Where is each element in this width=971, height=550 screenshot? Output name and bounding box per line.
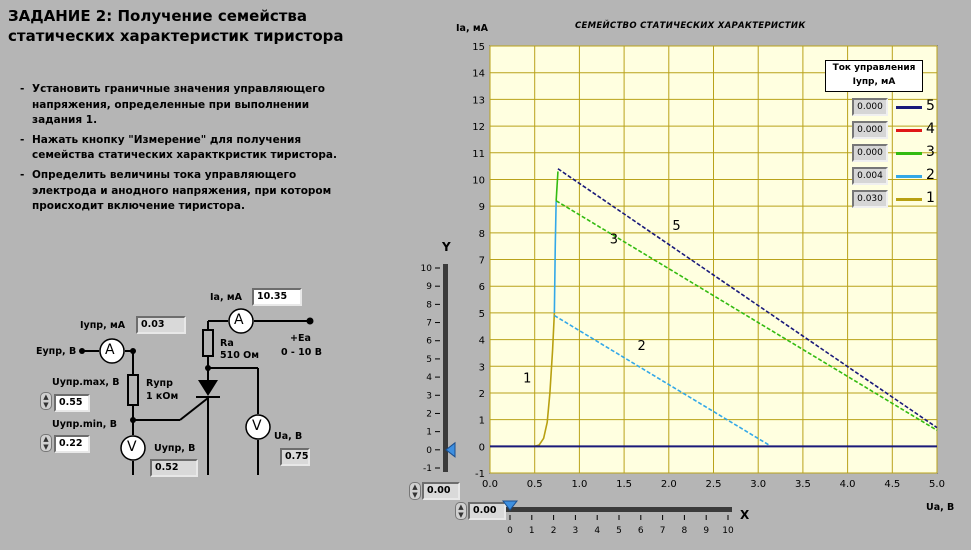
x-slider-tick-label: 3 <box>572 526 579 536</box>
uupr-min-spinner[interactable]: ▲ ▼ <box>40 434 52 452</box>
legend-label: 4 <box>926 121 935 137</box>
instruction-item: - Установить граничные значения управляющего напряжения, определенные при выполнении задания 1. <box>20 82 350 129</box>
y-tick-label: 10 <box>472 175 485 187</box>
legend-current-value: 0.004 <box>852 167 888 185</box>
x-tick-label: 5.0 <box>929 479 945 490</box>
curve-annotation: 3 <box>609 232 619 248</box>
x-slider-tick-label: 9 <box>703 526 710 536</box>
y-tick-label: 0 <box>478 442 485 454</box>
x-value-spinner[interactable]: ▲ ▼ <box>455 502 467 520</box>
y-tick-label: 11 <box>472 148 485 160</box>
x-tick-label: 4.5 <box>884 479 901 490</box>
x-axis-title: Ua, В <box>926 502 955 513</box>
uupr-max-input[interactable]: 0.55 <box>54 394 90 412</box>
y-slider-tick-label: 2 <box>426 409 432 420</box>
ra-label: Ra <box>220 338 234 349</box>
y-tick-label: 9 <box>478 202 485 214</box>
y-slider-track <box>443 264 448 472</box>
x-slider-tick-label: 8 <box>681 526 688 536</box>
circuit-diagram <box>0 270 420 510</box>
x-slider-tick-label: 0 <box>507 526 513 536</box>
title-line-1: ЗАДАНИЕ 2: Получение семейства <box>8 7 308 25</box>
legend-title <box>825 60 923 92</box>
legend-item <box>852 190 952 210</box>
y-slider-tick-label: 4 <box>426 373 432 384</box>
chart-title: СЕМЕЙСТВО СТАТИЧЕСКИХ ХАРАКТЕРИСТИК <box>575 21 806 31</box>
title-line-2: статических характеристик тиристора <box>8 27 344 45</box>
ammeter-anode-symbol: A <box>234 312 244 328</box>
y-tick-label: 5 <box>478 308 485 320</box>
x-slider-tick-label: 10 <box>722 526 734 536</box>
ea-label: +Ea <box>290 333 311 344</box>
legend-current-value: 0.000 <box>852 121 888 139</box>
y-tick-label: 2 <box>478 388 485 400</box>
ia-indicator: 10.35 <box>252 288 302 306</box>
curve-annotation: 5 <box>672 219 681 235</box>
legend-label: 3 <box>926 144 935 160</box>
x-slider-label: X <box>740 508 750 522</box>
x-tick-label: 2.0 <box>660 479 677 490</box>
x-value-input[interactable]: 0.00 <box>468 502 506 520</box>
legend-swatch <box>896 106 922 109</box>
ua-circuit-label: Ua, В <box>274 431 303 442</box>
x-tick-label: 3.5 <box>794 479 811 490</box>
x-slider-tick-label: 4 <box>594 526 601 536</box>
ra-value: 510 Ом <box>220 350 259 361</box>
y-axis-title: Ia, мА <box>456 23 488 34</box>
y-slider-tick-label: 9 <box>426 282 432 293</box>
rupr-label: Rупр <box>146 378 173 389</box>
legend-title-line-2: Iупр, мА <box>852 77 896 87</box>
legend-swatch <box>896 129 922 132</box>
y-slider-tick-label: 5 <box>426 354 432 365</box>
y-tick-label: 12 <box>472 122 485 134</box>
ua-indicator: 0.75 <box>280 448 310 466</box>
legend-item <box>852 167 952 187</box>
iupr-indicator: 0.03 <box>136 316 186 334</box>
voltmeter-anode-symbol: V <box>252 418 262 434</box>
uupr-max-spinner[interactable]: ▲ ▼ <box>40 392 52 410</box>
x-slider-tick-label: 2 <box>550 526 557 536</box>
y-slider-tick-label: 6 <box>426 336 432 347</box>
iupr-label: Iупр, мА <box>80 320 126 331</box>
legend-title-line-1: Ток управления <box>832 63 916 73</box>
x-tick-label: 1.0 <box>571 479 588 490</box>
legend-label: 2 <box>926 167 935 183</box>
uupr-indicator: 0.52 <box>150 459 198 477</box>
x-slider-track <box>506 507 732 512</box>
page-title <box>8 6 344 46</box>
x-tick-label: 0.5 <box>526 479 543 490</box>
x-tick-label: 3.0 <box>750 479 767 490</box>
x-tick-label: 4.0 <box>839 479 856 490</box>
x-tick-label: 0.0 <box>482 479 498 490</box>
x-tick-label: 1.5 <box>616 479 633 490</box>
instructions-list <box>20 82 350 219</box>
y-tick-label: 7 <box>478 255 485 267</box>
ia-label: Ia, мА <box>210 292 242 303</box>
legend-current-value: 0.000 <box>852 98 888 116</box>
legend-swatch <box>896 198 922 201</box>
eupr-label: Eупр, В <box>36 346 77 357</box>
y-slider-tick-label: 7 <box>426 318 432 329</box>
uupr-max-label: Uупр.max, В <box>52 377 120 388</box>
x-slider[interactable] <box>498 500 748 540</box>
x-tick-label: 2.5 <box>705 479 722 490</box>
legend-item <box>852 121 952 141</box>
legend-item <box>852 144 952 164</box>
y-value-input[interactable]: 0.00 <box>422 482 460 500</box>
rupr-value: 1 кОм <box>146 391 179 402</box>
x-slider-tick-label: 7 <box>659 526 666 536</box>
y-slider-tick-label: -1 <box>423 464 432 474</box>
legend-current-value: 0.000 <box>852 144 888 162</box>
voltmeter-control-symbol: V <box>127 439 137 455</box>
y-slider-label: Y <box>442 240 451 254</box>
legend-label: 1 <box>926 190 935 206</box>
y-slider-tick-label: 3 <box>426 391 432 402</box>
y-tick-label: 3 <box>478 362 485 374</box>
legend-item <box>852 98 952 118</box>
y-tick-label: 1 <box>478 415 485 427</box>
y-slider-tick-label: 1 <box>426 427 432 438</box>
instruction-item: - Определить величины тока управляющего электрода и анодного напряжения, при котором происходит включение тиристора. <box>20 168 350 215</box>
y-slider-tick-label: 8 <box>426 300 432 311</box>
uupr-label: Uупр, В <box>154 443 196 454</box>
uupr-min-label: Uупр.min, В <box>52 419 117 430</box>
curve-annotation: 2 <box>637 339 646 355</box>
curve-annotation: 1 <box>523 371 532 387</box>
x-slider-tick-label: 6 <box>637 526 644 536</box>
x-slider-tick-label: 1 <box>528 526 535 536</box>
y-tick-label: 4 <box>478 335 485 347</box>
y-tick-label: 6 <box>478 282 485 294</box>
y-value-spinner[interactable]: ▲ ▼ <box>409 482 421 500</box>
y-tick-label: 15 <box>472 42 485 53</box>
y-slider-tick-label: 10 <box>420 264 432 274</box>
legend-swatch <box>896 175 922 178</box>
y-tick-label: 13 <box>472 95 485 107</box>
x-slider-tick-label: 5 <box>616 526 622 536</box>
y-tick-label: 8 <box>478 228 485 240</box>
y-tick-label: 14 <box>472 68 485 80</box>
instruction-item: - Нажать кнопку "Измерение" для получения семейства статических характкристик тиристора. <box>20 133 350 164</box>
uupr-min-input[interactable]: 0.22 <box>54 435 90 453</box>
legend-swatch <box>896 152 922 155</box>
ammeter-control-symbol: A <box>105 342 115 358</box>
legend-label: 5 <box>926 98 935 114</box>
y-tick-label: -1 <box>475 469 485 480</box>
y-slider-tick-label: 0 <box>426 445 432 456</box>
ea-range: 0 - 10 В <box>281 347 322 358</box>
legend-current-value: 0.030 <box>852 190 888 208</box>
